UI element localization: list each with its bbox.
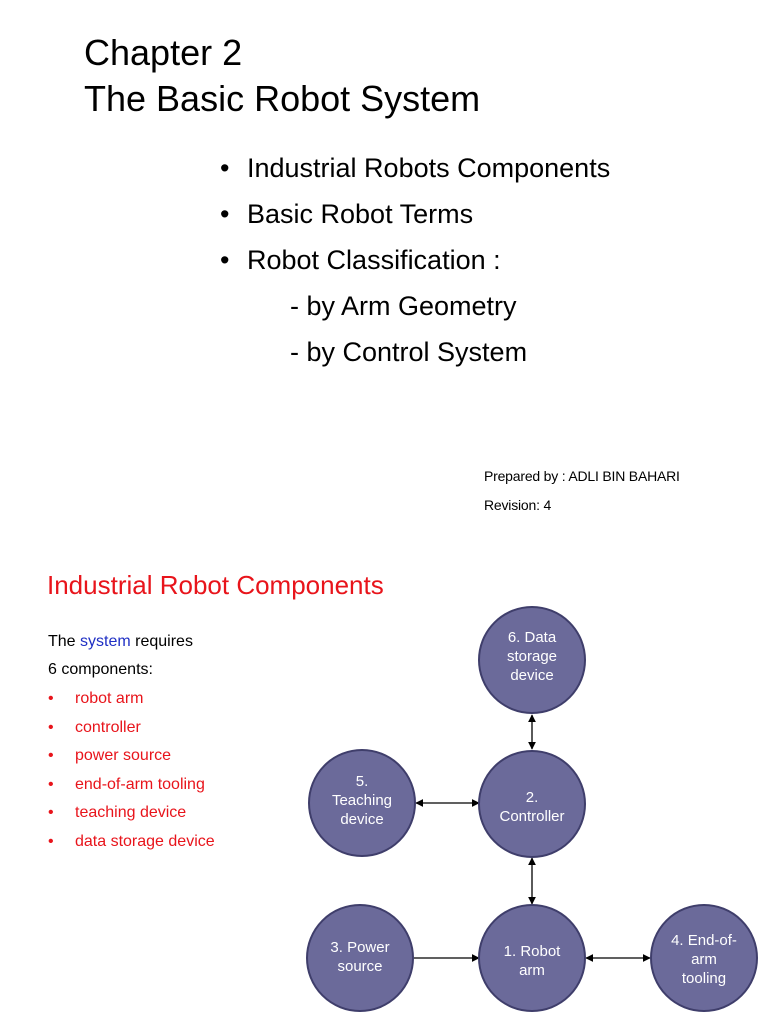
component-item: • data storage device: [48, 828, 215, 857]
slide-meta: [484, 462, 680, 520]
revision: Revision: 4: [484, 497, 552, 513]
title-line-2: The Basic Robot System: [84, 78, 481, 119]
node-end-of-arm-tooling: [651, 905, 757, 1011]
node-data-storage: [479, 607, 585, 713]
node-controller: [479, 751, 585, 857]
component-diagram: [0, 540, 768, 1024]
bullet-icon: •: [220, 199, 230, 229]
intro-text: The system requires 6 components:: [48, 633, 193, 678]
bullet-icon: •: [220, 153, 230, 183]
title-line-1: Chapter 2: [84, 32, 243, 73]
svg-text:3. Powersource: 3. Power source: [330, 939, 390, 975]
svg-text:2.Controller: 2. Controller: [499, 789, 565, 825]
topic-sub-item: - by Control System: [290, 337, 528, 367]
prepared-by: Prepared by : ADLI BIN BAHARI: [484, 468, 680, 484]
bullet-icon: •: [48, 832, 54, 850]
component-item: • end-of-arm tooling: [48, 771, 215, 800]
svg-text:5.Teachingdevice: 5. Teaching device: [331, 773, 393, 828]
bullet-icon: •: [48, 804, 54, 821]
topic-item: • Robot Classification :: [220, 237, 610, 283]
component-item: • controller: [48, 714, 215, 743]
component-item: • teaching device: [48, 799, 215, 828]
topic-item: • Industrial Robots Components: [220, 145, 610, 191]
bullet-icon: •: [48, 718, 54, 736]
bullet-icon: •: [220, 245, 230, 275]
svg-text:4. End-of-armtooling: 4. End-of-arm tooling: [671, 932, 737, 987]
slide-title: Industrial Robot Components: [47, 570, 384, 600]
svg-text:6. Datastoragedevice: 6. Data storage device: [506, 629, 558, 684]
component-item: • power source: [48, 742, 215, 771]
node-power-source: [307, 905, 413, 1011]
topic-item: • Basic Robot Terms: [220, 191, 610, 237]
topic-sub-item: - by Arm Geometry: [290, 291, 517, 321]
bullet-icon: •: [48, 747, 54, 764]
chapter-title: [84, 30, 480, 122]
system-link: system: [80, 633, 131, 650]
bullet-icon: •: [48, 690, 54, 707]
bullet-icon: •: [48, 775, 54, 793]
node-robot-arm: [479, 905, 585, 1011]
component-item: • robot arm: [48, 685, 215, 714]
slide-components: [0, 540, 768, 1024]
topic-list: [220, 145, 610, 375]
svg-text:1. Robotarm: 1. Robot arm: [503, 943, 561, 979]
node-teaching-device: [309, 750, 415, 856]
